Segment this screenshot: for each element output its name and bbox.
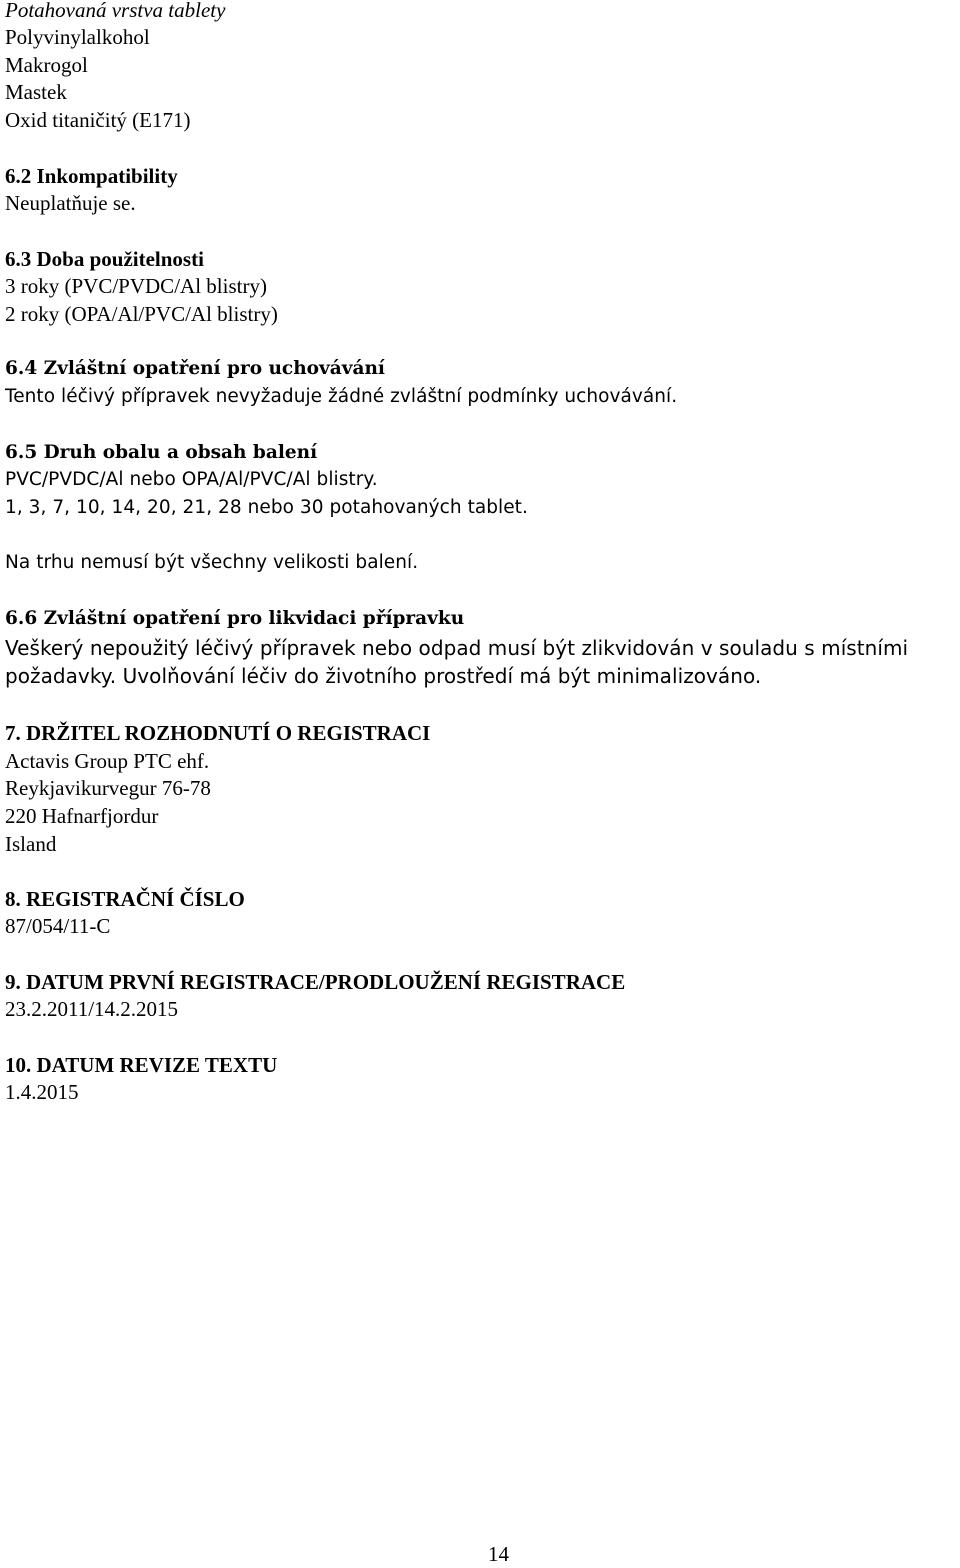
- section-8-heading: 8. REGISTRAČNÍ ČÍSLO: [5, 887, 245, 911]
- holder-line: 220 Hafnarfjordur: [5, 804, 159, 828]
- section-6-4-text: Tento léčivý přípravek nevyžaduje žádné zvláštní podmínky uchovávání.: [5, 386, 678, 407]
- section-10-heading: 10. DATUM REVIZE TEXTU: [5, 1053, 278, 1077]
- registration-number: 87/054/11-C: [5, 914, 111, 938]
- section-6-3-text: 3 roky (PVC/PVDC/Al blistry): [5, 274, 267, 298]
- coating-title: Potahovaná vrstva tablety: [5, 0, 226, 22]
- section-6-2-heading: 6.2 Inkompatibility: [5, 164, 178, 188]
- holder-line: Island: [5, 832, 57, 856]
- ingredient-item: Polyvinylalkohol: [5, 25, 150, 49]
- section-6-5-text: 1, 3, 7, 10, 14, 20, 21, 28 nebo 30 potahovaných tablet.: [5, 497, 528, 518]
- section-6-6-text: Veškerý nepoužitý léčivý přípravek nebo odpad musí být zlikvidován v souladu s místními: [5, 636, 909, 660]
- section-7-heading: 7. DRŽITEL ROZHODNUTÍ O REGISTRACI: [5, 721, 431, 745]
- section-6-3-heading: 6.3 Doba použitelnosti: [5, 247, 204, 271]
- revision-date: 1.4.2015: [5, 1080, 79, 1104]
- page-number: 14: [488, 1542, 509, 1566]
- ingredient-item: Makrogol: [5, 53, 88, 77]
- section-6-2-text: Neuplatňuje se.: [5, 191, 136, 215]
- registration-date: 23.2.2011/14.2.2015: [5, 997, 179, 1021]
- section-6-5-text: PVC/PVDC/Al nebo OPA/Al/PVC/Al blistry.: [5, 469, 378, 490]
- ingredient-item: Oxid titaničitý (E171): [5, 108, 191, 132]
- section-6-4-heading: 6.4 Zvláštní opatření pro uchovávání: [5, 358, 385, 379]
- ingredient-item: Mastek: [5, 80, 67, 104]
- section-6-5-heading: 6.5 Druh obalu a obsah balení: [5, 442, 318, 463]
- section-6-3-text: 2 roky (OPA/Al/PVC/Al blistry): [5, 302, 278, 326]
- section-6-6-heading: 6.6 Zvláštní opatření pro likvidaci přípravku: [5, 608, 465, 629]
- holder-line: Actavis Group PTC ehf.: [5, 749, 210, 773]
- holder-line: Reykjavikurvegur 76-78: [5, 776, 211, 800]
- section-9-heading: 9. DATUM PRVNÍ REGISTRACE/PRODLOUŽENÍ REGISTRACE: [5, 970, 626, 994]
- section-6-6-text: požadavky. Uvolňování léčiv do životního prostředí má být minimalizováno.: [5, 664, 762, 688]
- section-6-5-text: Na trhu nemusí být všechny velikosti balení.: [5, 552, 419, 573]
